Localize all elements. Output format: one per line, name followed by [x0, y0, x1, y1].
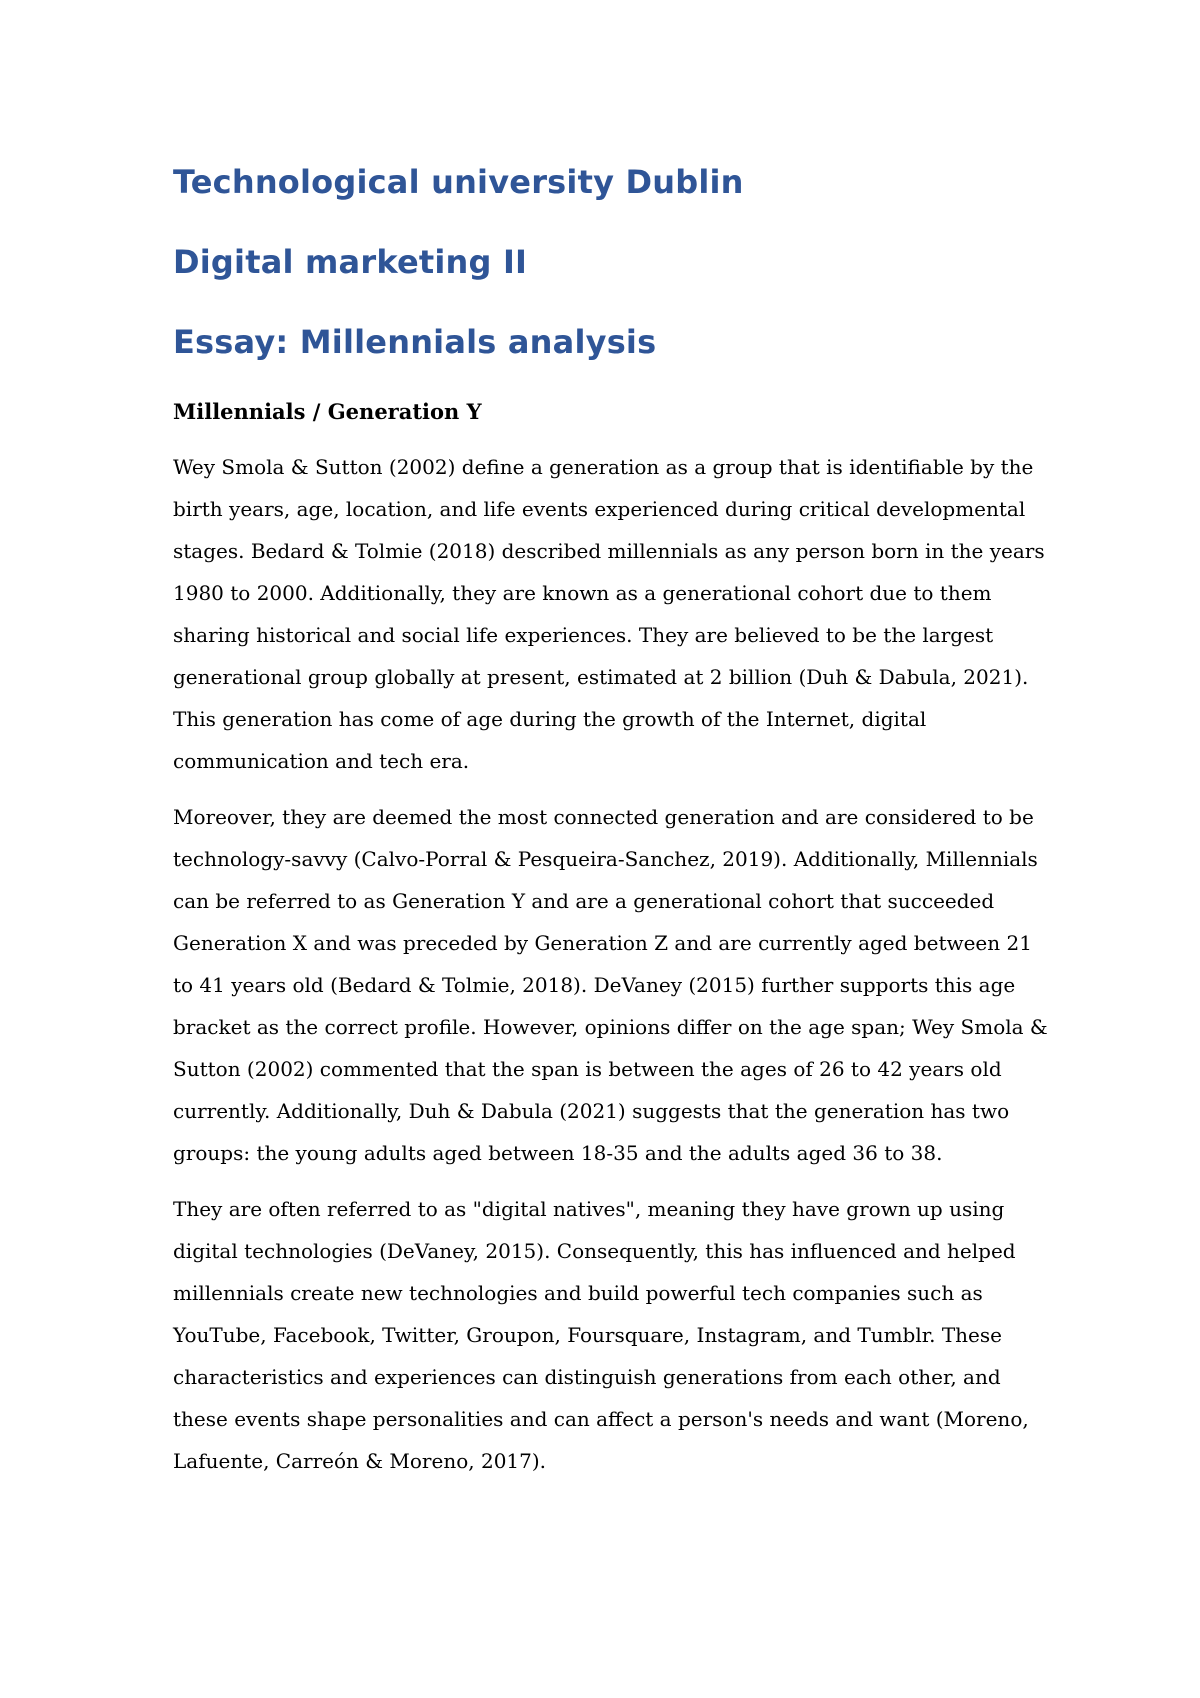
paragraph-2: Moreover, they are deemed the most connected generation and are considered to be technology-savvy (Calvo-Porral & Pesqueira-Sanchez, 2019). Additionally, Millennials can be referred to as Generation Y and are a generational cohort that succeeded Generation X and was preceded by Generation Z and are currently aged between 21 to 41 years old (Bedard & Tolmie, 2018). DeVaney (2015) further supports this age bracket as the correct profile. However, opinions differ on the age span; Wey Smola & Sutton (2002) commented that the span is between the ages of 26 to 42 years old currently. Additionally, Duh & Dabula (2021) suggests that the generation has two groups: the young adults aged between 18-35 and the adults aged 36 to 38. — [173, 805, 1048, 1165]
section-title: Millennials / Generation Y — [173, 399, 482, 424]
paragraph-1: Wey Smola & Sutton (2002) define a generation as a group that is identifiable by the birth years, age, location, and life events experienced during critical developmental stages. Bedard & Tolmie (2018) described millennials as any person born in the years 1980 to 2000. Additionally, they are known as a generational cohort due to them sharing historical and social life experiences. They are believed to be the largest generational group globally at present, estimated at 2 billion (Duh & Dabula, 2021). This generation has come of age during the growth of the Internet, digital communication and tech era. — [173, 455, 1045, 773]
document-body — [173, 160, 1053, 1482]
paragraph-3: They are often referred to as "digital natives", meaning they have grown up using digital technologies (DeVaney, 2015). Consequently, this has influenced and helped millennials create new technologies and build powerful tech companies such as YouTube, Facebook, Twitter, Groupon, Foursquare, Instagram, and Tumblr. These characteristics and experiences can distinguish generations from each other, and these events shape personalities and can affect a person's needs and want (Moreno, Lafuente, Carreón & Moreno, 2017). — [173, 1197, 1029, 1473]
heading-institution: Technological university Dublin — [173, 163, 744, 201]
heading-course: Digital marketing II — [173, 243, 528, 281]
heading-essay-title: Essay: Millennials analysis — [173, 323, 657, 361]
